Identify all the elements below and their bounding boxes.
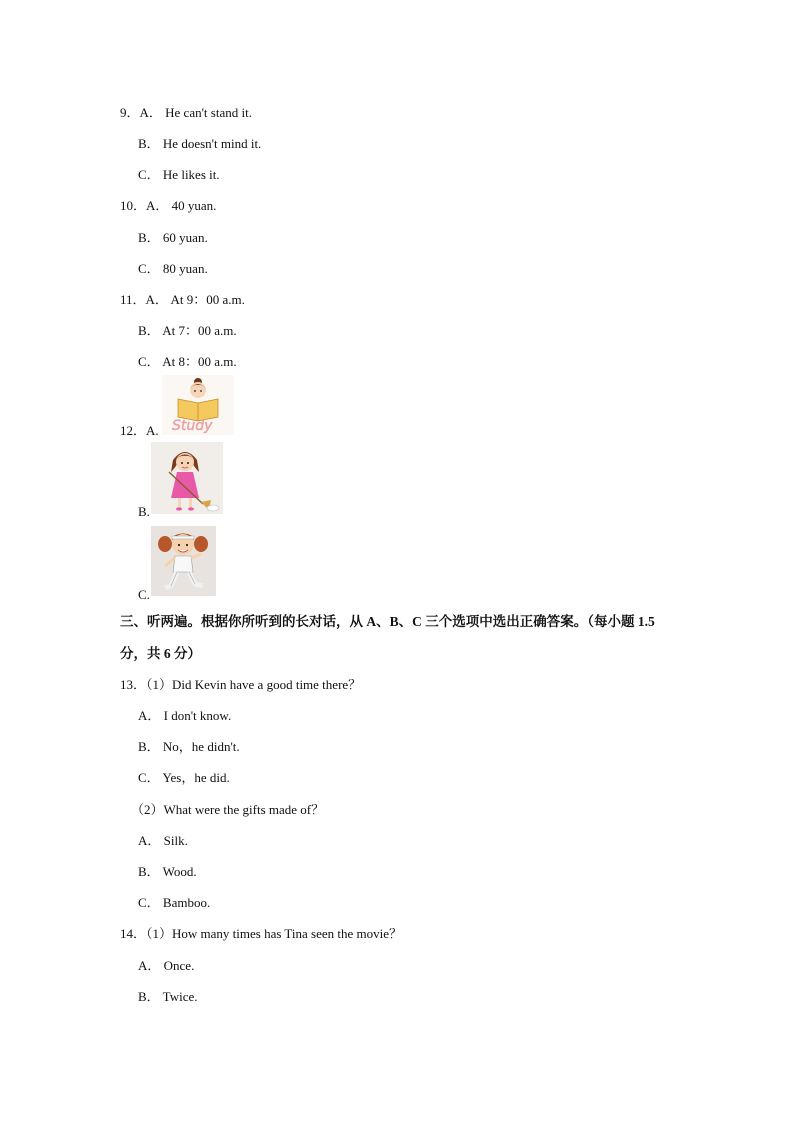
picture-c-girl-running xyxy=(151,526,216,596)
option-line: B． He doesn't mind it. xyxy=(138,136,262,151)
question-line: 9．A． He can't stand it. xyxy=(120,105,252,120)
option-line: A． I don't know. xyxy=(138,708,232,723)
option-line: A． Silk. xyxy=(138,833,188,848)
study-illustration xyxy=(162,375,234,435)
question-line: 10．A． 40 yuan. xyxy=(120,198,217,213)
option-line: C． Bamboo. xyxy=(138,895,211,910)
option-line: C. xyxy=(138,587,150,602)
running-illustration xyxy=(151,526,216,596)
option-line: C． He likes it. xyxy=(138,167,220,182)
option-line: B． At 7：00 a.m. xyxy=(138,323,237,338)
question-line: 11．A． At 9：00 a.m. xyxy=(120,292,245,307)
sweeping-illustration xyxy=(151,442,223,514)
option-line: B． No，he didn't. xyxy=(138,739,240,754)
section-heading: 三、听两遍。根据你所听到的长对话，从 A、B、C 三个选项中选出正确答案。（每小题 1.5 xyxy=(120,614,655,629)
option-line: （2）What were the gifts made of？ xyxy=(131,802,325,817)
option-line: C． Yes，he did. xyxy=(138,770,230,785)
question-line: 13．（1）Did Kevin have a good time there？ xyxy=(120,677,362,692)
section-heading: 分，共 6 分） xyxy=(120,646,201,661)
option-line: C． At 8：00 a.m. xyxy=(138,354,237,369)
question-line: 14．（1）How many times has Tina seen the movie？ xyxy=(120,926,403,941)
option-line: A． Once. xyxy=(138,958,195,973)
picture-a-girl-studying xyxy=(162,375,234,435)
option-line: B. xyxy=(138,504,150,519)
option-line: B． 60 yuan. xyxy=(138,230,208,245)
option-line: C． 80 yuan. xyxy=(138,261,208,276)
option-line: B． Twice. xyxy=(138,989,198,1004)
study-lettering: Study xyxy=(172,418,213,434)
question-line: 12．A. xyxy=(120,423,159,438)
option-line: B． Wood. xyxy=(138,864,197,879)
picture-b-girl-sweeping xyxy=(151,442,223,514)
